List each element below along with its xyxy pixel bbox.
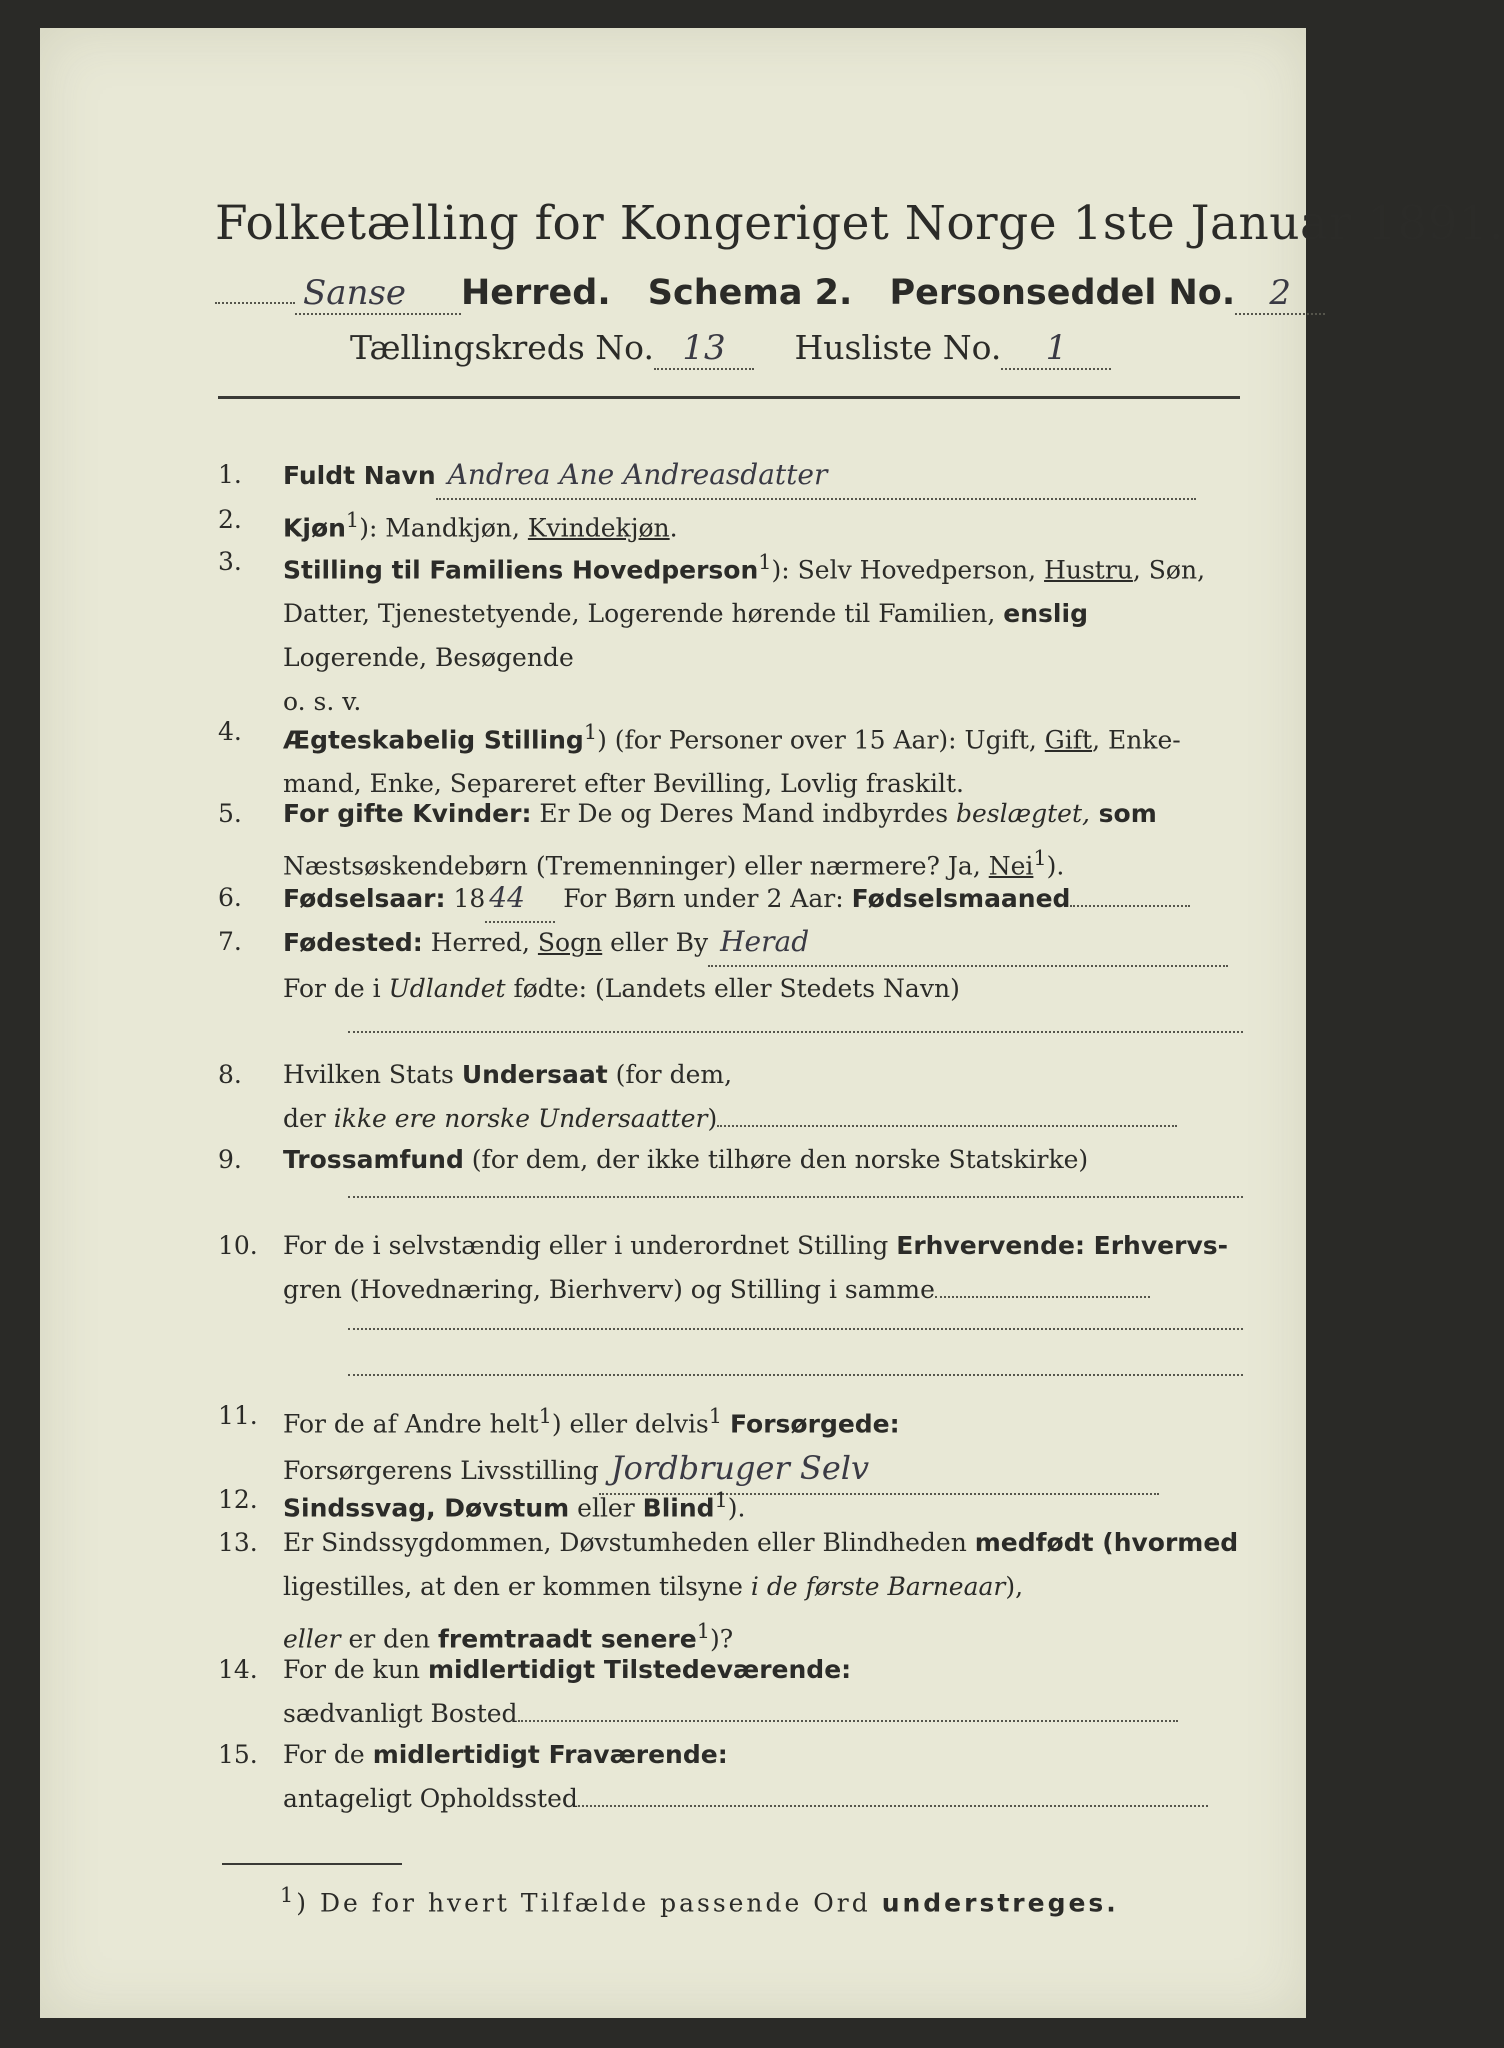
item-9-fill-line bbox=[348, 1196, 1243, 1198]
kreds-label: Tællingskreds No. bbox=[350, 328, 654, 367]
birthplace-answer: Herad bbox=[720, 925, 810, 958]
item-1-full-name: 1. Fuldt Navn Andrea Ane Andreasdatter bbox=[218, 453, 1248, 497]
item-2-gender: 2. Kjøn$^1$): Mandkjøn, Kvindekjøn. bbox=[218, 505, 678, 543]
item-14-temporarily-present: 14. For de kun midlertidigt Tilstedeværende: sædvanligt Bosted bbox=[218, 1648, 1248, 1736]
item-10-fill-line-1 bbox=[348, 1328, 1243, 1330]
herred-label: Herred. bbox=[461, 273, 611, 313]
birthplace-selected: Sogn bbox=[537, 928, 603, 957]
kreds-value: 13 bbox=[654, 328, 754, 370]
item-13-congenital: 13. Er Sindssygdommen, Døvstumheden eller Blindheden medfødt (hvormed ligestilles, at den er kommen tilsyne i de første Barneaar), eller er den fremtraadt senere$^1$)? bbox=[218, 1528, 1239, 1654]
related-selected: Nei bbox=[988, 851, 1034, 881]
form-title: Folketælling for Kongeriget Norge 1ste Januar 1891. bbox=[215, 196, 1504, 251]
item-11-supported: 11. For de af Andre helt$^1$) eller delvis$^1$ Forsørgede: Forsørgerens Livsstilling Jordbruger Selv bbox=[218, 1394, 1248, 1484]
item-5-married-women: 5. For gifte Kvinder: Er De og Deres Mand indbyrdes beslægtet, som Næstsøskendebørn (Tremenninger) eller nærmere? Ja, Nei$^1$). bbox=[218, 799, 1157, 881]
gender-selected: Kvindekjøn bbox=[527, 513, 670, 543]
herred-value: Sanse bbox=[295, 273, 461, 315]
personseddel-value: 2 bbox=[1235, 273, 1325, 315]
item-8-citizenship: 8. Hvilken Stats Undersaat (for dem, der ikke ere norske Undersaatter) bbox=[218, 1053, 1248, 1141]
birth-year-answer: 44 bbox=[489, 881, 525, 914]
item-15-temporarily-absent: 15. For de midlertidigt Fraværende: antageligt Opholdssted bbox=[218, 1733, 1248, 1821]
item-10-occupation: 10. For de i selvstændig eller i underordnet Stilling Erhvervende: Erhvervs- gren (Hovednæring, Bierhverv) og Stilling i samme bbox=[218, 1231, 1228, 1304]
census-form-sheet bbox=[40, 28, 1504, 2018]
footnote: $^1$) De for hvert Tilfælde passende Ord understreges. bbox=[280, 1883, 1119, 1918]
position-selected: Hustru bbox=[1044, 555, 1133, 585]
item-12-disability: 12. Sindssvag, Døvstum eller Blind$^1$). bbox=[218, 1485, 746, 1523]
header-line-kreds bbox=[350, 328, 1150, 380]
personseddel-label: Personseddel No. bbox=[889, 273, 1236, 313]
header-line-herred bbox=[215, 273, 1291, 325]
husliste-value: 1 bbox=[1001, 328, 1111, 370]
marital-selected: Gift bbox=[1044, 725, 1093, 755]
header-rule bbox=[218, 396, 1240, 399]
item-9-religion: 9. Trossamfund (for dem, der ikke tilhøre den norske Statskirke) bbox=[218, 1145, 1089, 1174]
husliste-label: Husliste No. bbox=[794, 328, 1002, 367]
item-7-birthplace: 7. Fødested: Herred, Sogn eller By Herad For de i Udlandet fødte: (Landets eller Stedets Navn) bbox=[218, 920, 1248, 1008]
item-4-marital-status: 4. Ægteskabelig Stilling$^1$) (for Personer over 15 Aar): Ugift, Gift, Enke- mand, Enke, Separeret efter Bevilling, Lovlig fraskilt. bbox=[218, 717, 1181, 799]
schema-label: Schema 2. bbox=[647, 273, 853, 313]
item-6-birth-year: 6. Fødselsaar: 18 44 For Børn under 2 Aar: Fødselsmaaned bbox=[218, 876, 1248, 920]
footnote-rule bbox=[222, 1863, 402, 1865]
item-10-fill-line-2 bbox=[348, 1374, 1243, 1376]
item-3-family-position: 3. Stilling til Familiens Hovedperson$^1$): Selv Hovedperson, Hustru, Søn, Datter, Tjenestetyende, Logerende hørende til Familien, enslig Logerende, Besøgende o. s. v. bbox=[218, 547, 1206, 717]
full-name-answer: Andrea Ane Andreasdatter bbox=[447, 458, 828, 491]
provider-answer: Jordbruger Selv bbox=[610, 1449, 870, 1488]
item-7-fill-line bbox=[348, 1031, 1243, 1033]
